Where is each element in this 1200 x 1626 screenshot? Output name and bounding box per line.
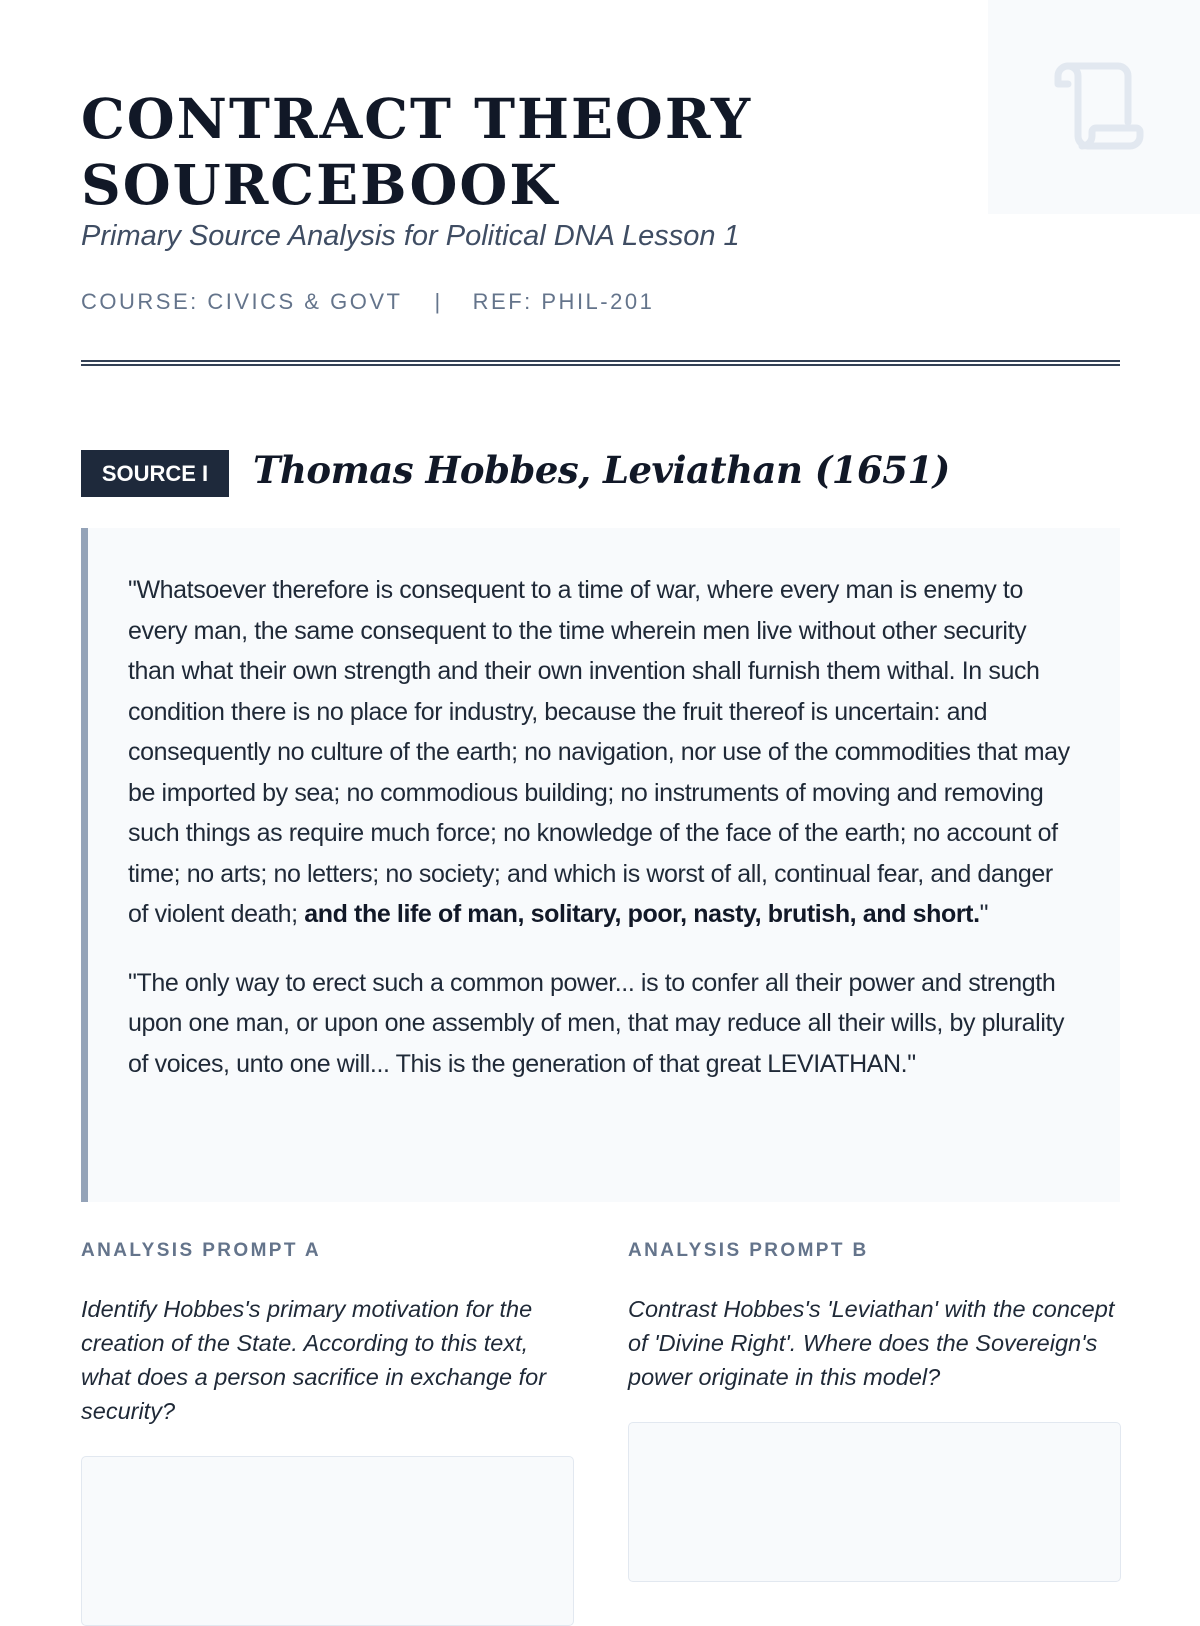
corner-decoration xyxy=(988,0,1200,214)
quote-block xyxy=(81,528,1120,1202)
quote-paragraph-2: "The only way to erect such a common power... is to confer all their power and strength upon one man, or upon one assembly of men, that may reduce all their wills, by plurality of voices, unto one will... This is the generation of that great LEVIATHAN." xyxy=(128,968,1065,1078)
page-title: CONTRACT THEORY SOURCEBOOK xyxy=(81,86,753,217)
analysis-prompt-b xyxy=(628,1240,1120,1394)
prompt-b-text: Contrast Hobbes's 'Leviathan' with the concept of 'Divine Right'. Where does the Sovereign's power originate in this model? xyxy=(628,1296,1115,1390)
quote-paragraph-1 xyxy=(128,570,1076,935)
prompt-a-label: ANALYSIS PROMPT A xyxy=(81,1240,321,1261)
prompt-b-label: ANALYSIS PROMPT B xyxy=(628,1240,869,1261)
scroll-icon xyxy=(1046,60,1146,152)
answer-field-b[interactable] xyxy=(628,1422,1121,1582)
page-subtitle: Primary Source Analysis for Political DNA Lesson 1 xyxy=(81,220,740,252)
quote-1-emphasis: and the life of man, solitary, poor, nasty, brutish, and short. xyxy=(304,900,980,928)
source-title: Thomas Hobbes, Leviathan (1651) xyxy=(253,448,950,492)
course-label: COURSE: CIVICS & GOVT xyxy=(81,289,403,314)
reference-label: REF: PHIL-201 xyxy=(472,289,655,314)
analysis-prompt-a xyxy=(81,1240,573,1428)
course-meta xyxy=(81,289,654,315)
header-divider xyxy=(81,360,1120,366)
quote-1-text: "Whatsoever therefore is consequent to a time of war, where every man is enemy to every man, the same consequent to the time wherein men live without other security than what their own strength and their own invention shall furnish them withal. In such condition there is no place for industry, because the fruit thereof is uncertain: and consequently no culture of the earth; no navigation, nor use of the commodities that may be imported by sea; no commodious building; no instruments of moving and removing such things as require much force; no knowledge of the face of the earth; no account of time; no arts; no letters; no society; and which is worst of all, continual fear, and danger of violent death; xyxy=(128,576,1070,928)
answer-field-a[interactable] xyxy=(81,1456,574,1626)
meta-separator: | xyxy=(434,289,443,314)
quote-1-close: " xyxy=(979,900,989,928)
source-badge: SOURCE I xyxy=(81,450,229,497)
prompt-a-text: Identify Hobbes's primary motivation for the creation of the State. According to this text, what does a person sacrifice in exchange for security? xyxy=(81,1296,547,1424)
